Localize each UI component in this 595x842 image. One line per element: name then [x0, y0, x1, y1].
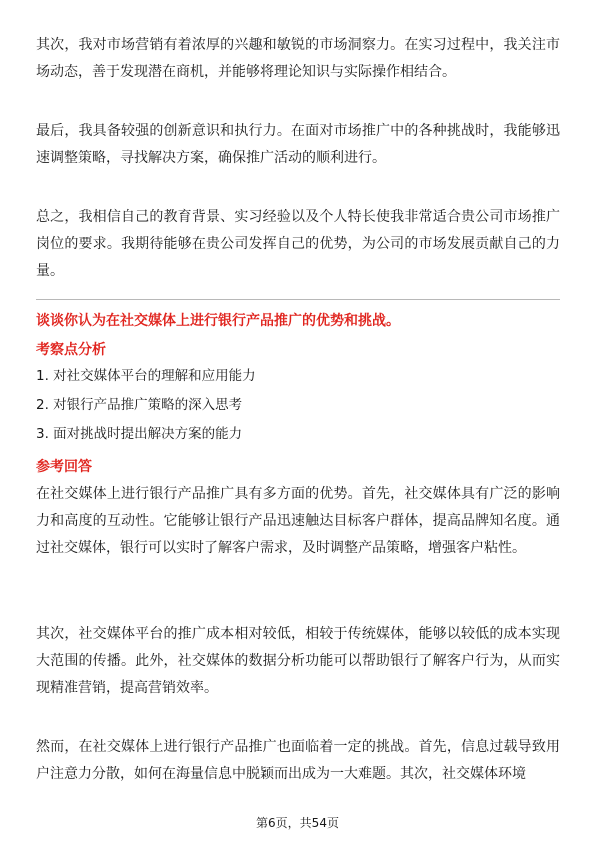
interview-question: 谈谈你认为在社交媒体上进行银行产品推广的优势和挑战。 — [36, 313, 400, 329]
answer-paragraph-cost: 其次，社交媒体平台的推广成本相对较低，相较于传统媒体，能够以较低的成本实现大范围的传播。此外，社交媒体的数据分析功能可以帮助银行了解客户行为，从而实现精准营销，提高营销效率。 — [36, 626, 560, 696]
paragraph-innovation: 最后，我具备较强的创新意识和执行力。在面对市场推广中的各种挑战时，我能够迅速调整策略，寻找解决方案，确保推广活动的顺利进行。 — [36, 123, 560, 166]
paragraph-conclusion: 总之，我相信自己的教育背景、实习经验以及个人特长使我非常适合贵公司市场推广岗位的要求。我期待能够在贵公司发挥自己的优势，为公司的市场发展贡献自己的力量。 — [36, 209, 560, 279]
answer-paragraph-advantages: 在社交媒体上进行银行产品推广具有多方面的优势。首先，社交媒体具有广泛的影响力和高度的互动性。它能够让银行产品迅速触达目标客户群体，提高品牌知名度。通过社交媒体，银行可以实时了解客户需求，及时调整产品策略，增强客户粘性。 — [36, 486, 560, 556]
answer-paragraph-challenges: 然而，在社交媒体上进行银行产品推广也面临着一定的挑战。首先，信息过载导致用户注意力分散，如何在海量信息中脱颖而出成为一大难题。其次，社交媒体环境 — [36, 739, 560, 782]
analysis-item: 1. 对社交媒体平台的理解和应用能力 — [36, 368, 256, 384]
analysis-item: 2. 对银行产品推广策略的深入思考 — [36, 397, 243, 413]
page-footer: 第6页，共54页 — [256, 816, 339, 830]
analysis-item: 3. 面对挑战时提出解决方案的能力 — [36, 426, 243, 442]
answer-title: 参考回答 — [36, 459, 92, 475]
section-divider — [36, 299, 560, 300]
paragraph-interest: 其次，我对市场营销有着浓厚的兴趣和敏锐的市场洞察力。在实习过程中，我关注市场动态，善于发现潜在商机，并能够将理论知识与实际操作相结合。 — [36, 37, 560, 80]
analysis-title: 考察点分析 — [36, 342, 106, 358]
